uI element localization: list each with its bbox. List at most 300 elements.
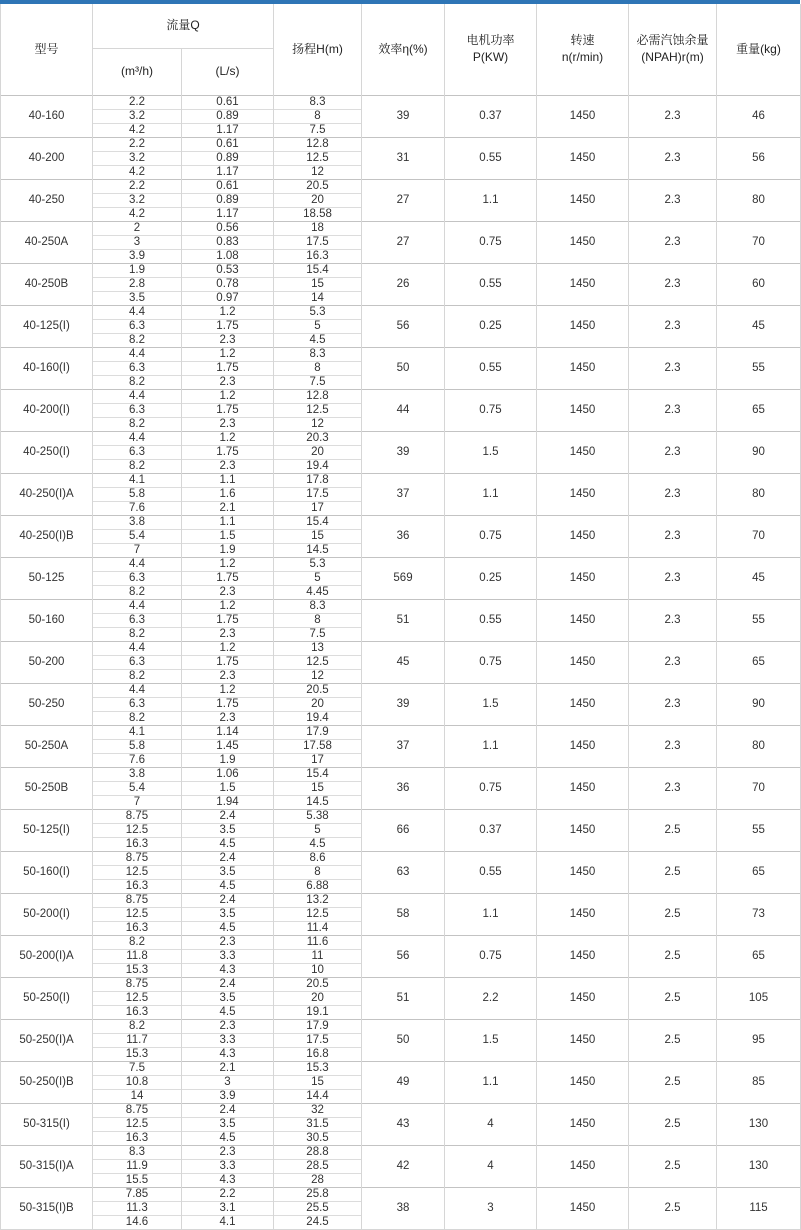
weight-cell: 46: [717, 95, 801, 137]
flow-m3h-cell: 14: [93, 1089, 182, 1103]
flow-ls-cell: 0.61: [182, 137, 274, 151]
speed-header-line1: 转速: [570, 33, 595, 48]
flow-ls-cell: 4.5: [182, 921, 274, 935]
flow-ls-cell: 1.1: [182, 515, 274, 529]
flow-ls-cell: 3.5: [182, 1117, 274, 1131]
flow-m3h-cell: 12.5: [93, 907, 182, 921]
model-group-row: [1, 389, 801, 403]
flow-m3h-cell: 6.3: [93, 403, 182, 417]
pump-spec-table: [0, 4, 801, 1230]
head-cell: 6.88: [274, 879, 362, 893]
flow-ls-cell: 0.89: [182, 109, 274, 123]
flow-m3h-cell: 5.8: [93, 487, 182, 501]
weight-cell: 90: [717, 683, 801, 725]
head-cell: 14.4: [274, 1089, 362, 1103]
col-header-flow-m3h: (m³/h): [93, 48, 182, 95]
flow-m3h-cell: 4.2: [93, 165, 182, 179]
weight-cell: 65: [717, 935, 801, 977]
efficiency-cell: 51: [362, 977, 445, 1019]
efficiency-cell: 569: [362, 557, 445, 599]
flow-ls-cell: 3.1: [182, 1201, 274, 1215]
flow-m3h-cell: 4.4: [93, 683, 182, 697]
npsh-cell: 2.3: [629, 641, 717, 683]
head-cell: 5.3: [274, 305, 362, 319]
power-header-line2: P(KW): [472, 50, 509, 65]
flow-ls-cell: 1.75: [182, 613, 274, 627]
flow-m3h-cell: 2.2: [93, 95, 182, 109]
flow-m3h-cell: 11.8: [93, 949, 182, 963]
flow-m3h-cell: 8.75: [93, 893, 182, 907]
head-cell: 17.9: [274, 1019, 362, 1033]
flow-ls-cell: 3.3: [182, 1033, 274, 1047]
model-cell: 50-160: [1, 599, 93, 641]
head-cell: 5: [274, 571, 362, 585]
efficiency-cell: 36: [362, 767, 445, 809]
model-group-row: [1, 95, 801, 109]
flow-m3h-cell: 16.3: [93, 1131, 182, 1145]
head-cell: 14.5: [274, 543, 362, 557]
speed-cell: 1450: [537, 179, 629, 221]
flow-ls-cell: 4.5: [182, 1005, 274, 1019]
head-cell: 15: [274, 277, 362, 291]
model-group-row: [1, 851, 801, 865]
model-group-row: [1, 1103, 801, 1117]
model-group-row: [1, 1061, 801, 1075]
speed-cell: 1450: [537, 389, 629, 431]
flow-ls-cell: 1.1: [182, 473, 274, 487]
flow-ls-cell: 1.2: [182, 641, 274, 655]
flow-ls-cell: 0.89: [182, 193, 274, 207]
flow-m3h-cell: 8.2: [93, 669, 182, 683]
npsh-cell: 2.3: [629, 431, 717, 473]
flow-ls-cell: 2.3: [182, 935, 274, 949]
flow-ls-cell: 3.5: [182, 865, 274, 879]
model-group-row: [1, 431, 801, 445]
flow-ls-cell: 0.97: [182, 291, 274, 305]
flow-m3h-cell: 2.2: [93, 137, 182, 151]
flow-ls-cell: 1.2: [182, 305, 274, 319]
efficiency-cell: 36: [362, 515, 445, 557]
flow-m3h-cell: 3.2: [93, 151, 182, 165]
head-cell: 18.58: [274, 207, 362, 221]
flow-m3h-cell: 8.2: [93, 711, 182, 725]
flow-m3h-cell: 2: [93, 221, 182, 235]
flow-ls-cell: 1.75: [182, 655, 274, 669]
head-cell: 17.8: [274, 473, 362, 487]
model-cell: 40-125(I): [1, 305, 93, 347]
flow-ls-cell: 1.75: [182, 319, 274, 333]
flow-m3h-cell: 16.3: [93, 921, 182, 935]
flow-ls-cell: 3: [182, 1075, 274, 1089]
flow-m3h-cell: 7.5: [93, 1061, 182, 1075]
head-cell: 19.4: [274, 711, 362, 725]
speed-cell: 1450: [537, 473, 629, 515]
power-cell: 0.37: [445, 95, 537, 137]
flow-m3h-cell: 8.2: [93, 627, 182, 641]
head-cell: 17: [274, 501, 362, 515]
head-cell: 11.6: [274, 935, 362, 949]
flow-ls-cell: 1.2: [182, 599, 274, 613]
speed-cell: 1450: [537, 1103, 629, 1145]
table-header: [1, 4, 801, 95]
flow-m3h-cell: 15.3: [93, 963, 182, 977]
head-cell: 16.3: [274, 249, 362, 263]
head-cell: 8: [274, 109, 362, 123]
flow-ls-cell: 2.3: [182, 459, 274, 473]
power-cell: 4: [445, 1145, 537, 1187]
flow-m3h-cell: 3: [93, 235, 182, 249]
col-header-flow: 流量Q: [93, 4, 274, 48]
power-cell: 0.75: [445, 221, 537, 263]
efficiency-cell: 37: [362, 473, 445, 515]
model-cell: 40-250B: [1, 263, 93, 305]
head-cell: 12.8: [274, 137, 362, 151]
flow-ls-cell: 4.5: [182, 837, 274, 851]
npsh-cell: 2.3: [629, 599, 717, 641]
col-header-weight: 重量(kg): [717, 4, 801, 95]
flow-ls-cell: 1.45: [182, 739, 274, 753]
flow-ls-cell: 2.3: [182, 711, 274, 725]
head-cell: 4.5: [274, 837, 362, 851]
flow-ls-cell: 1.2: [182, 557, 274, 571]
weight-cell: 60: [717, 263, 801, 305]
efficiency-cell: 39: [362, 431, 445, 473]
head-cell: 28.5: [274, 1159, 362, 1173]
power-cell: 0.75: [445, 515, 537, 557]
efficiency-cell: 44: [362, 389, 445, 431]
npsh-cell: 2.3: [629, 767, 717, 809]
flow-ls-cell: 1.75: [182, 361, 274, 375]
model-group-row: [1, 263, 801, 277]
model-cell: 50-250(I): [1, 977, 93, 1019]
efficiency-cell: 43: [362, 1103, 445, 1145]
model-group-row: [1, 305, 801, 319]
speed-cell: 1450: [537, 725, 629, 767]
head-cell: 16.8: [274, 1047, 362, 1061]
head-cell: 7.5: [274, 375, 362, 389]
efficiency-cell: 49: [362, 1061, 445, 1103]
power-cell: 2.2: [445, 977, 537, 1019]
col-header-model: 型号: [1, 4, 93, 95]
model-group-row: [1, 473, 801, 487]
head-cell: 17.5: [274, 487, 362, 501]
head-cell: 8.3: [274, 347, 362, 361]
flow-m3h-cell: 3.8: [93, 767, 182, 781]
flow-m3h-cell: 4.4: [93, 305, 182, 319]
npsh-cell: 2.5: [629, 935, 717, 977]
head-cell: 12.5: [274, 151, 362, 165]
model-cell: 40-250(I)A: [1, 473, 93, 515]
speed-cell: 1450: [537, 347, 629, 389]
speed-cell: 1450: [537, 221, 629, 263]
power-cell: 0.55: [445, 263, 537, 305]
flow-m3h-cell: 8.75: [93, 851, 182, 865]
model-cell: 50-315(I): [1, 1103, 93, 1145]
head-cell: 12: [274, 165, 362, 179]
model-group-row: [1, 557, 801, 571]
flow-m3h-cell: 6.3: [93, 655, 182, 669]
flow-ls-cell: 2.3: [182, 417, 274, 431]
head-cell: 14.5: [274, 795, 362, 809]
model-group-row: [1, 935, 801, 949]
model-group-row: [1, 599, 801, 613]
head-cell: 5: [274, 823, 362, 837]
efficiency-cell: 31: [362, 137, 445, 179]
model-cell: 40-200: [1, 137, 93, 179]
flow-m3h-cell: 4.4: [93, 557, 182, 571]
head-cell: 5.38: [274, 809, 362, 823]
flow-m3h-cell: 7.6: [93, 753, 182, 767]
flow-m3h-cell: 8.2: [93, 417, 182, 431]
npsh-cell: 2.3: [629, 95, 717, 137]
flow-ls-cell: 1.2: [182, 683, 274, 697]
flow-m3h-cell: 8.2: [93, 459, 182, 473]
npsh-cell: 2.3: [629, 683, 717, 725]
head-cell: 17.5: [274, 235, 362, 249]
head-cell: 12.5: [274, 907, 362, 921]
npsh-cell: 2.5: [629, 893, 717, 935]
flow-m3h-cell: 4.2: [93, 207, 182, 221]
head-cell: 18: [274, 221, 362, 235]
flow-ls-cell: 2.1: [182, 501, 274, 515]
npsh-cell: 2.3: [629, 557, 717, 599]
power-cell: 0.25: [445, 305, 537, 347]
weight-cell: 130: [717, 1145, 801, 1187]
flow-m3h-cell: 15.3: [93, 1047, 182, 1061]
flow-m3h-cell: 12.5: [93, 823, 182, 837]
speed-cell: 1450: [537, 599, 629, 641]
speed-cell: 1450: [537, 893, 629, 935]
flow-ls-cell: 0.56: [182, 221, 274, 235]
weight-cell: 55: [717, 809, 801, 851]
model-cell: 40-200(I): [1, 389, 93, 431]
head-cell: 19.1: [274, 1005, 362, 1019]
speed-cell: 1450: [537, 767, 629, 809]
head-cell: 17: [274, 753, 362, 767]
weight-cell: 105: [717, 977, 801, 1019]
flow-m3h-cell: 5.4: [93, 529, 182, 543]
flow-m3h-cell: 4.4: [93, 599, 182, 613]
model-cell: 40-160(I): [1, 347, 93, 389]
flow-m3h-cell: 14.6: [93, 1215, 182, 1229]
power-cell: 0.75: [445, 389, 537, 431]
model-cell: 50-160(I): [1, 851, 93, 893]
head-cell: 12: [274, 669, 362, 683]
head-cell: 20.5: [274, 683, 362, 697]
npsh-cell: 2.5: [629, 977, 717, 1019]
npsh-cell: 2.5: [629, 1103, 717, 1145]
flow-ls-cell: 1.75: [182, 697, 274, 711]
header-row-1: [1, 4, 801, 48]
npsh-cell: 2.3: [629, 725, 717, 767]
npsh-cell: 2.5: [629, 1061, 717, 1103]
power-cell: 0.55: [445, 851, 537, 893]
power-cell: 1.1: [445, 1061, 537, 1103]
efficiency-cell: 50: [362, 1019, 445, 1061]
efficiency-cell: 51: [362, 599, 445, 641]
npsh-cell: 2.3: [629, 137, 717, 179]
model-group-row: [1, 641, 801, 655]
efficiency-cell: 26: [362, 263, 445, 305]
model-cell: 40-250(I): [1, 431, 93, 473]
flow-ls-cell: 1.2: [182, 431, 274, 445]
flow-ls-cell: 4.1: [182, 1215, 274, 1229]
model-group-row: [1, 767, 801, 781]
npsh-cell: 2.3: [629, 179, 717, 221]
flow-m3h-cell: 3.2: [93, 193, 182, 207]
head-cell: 5: [274, 319, 362, 333]
flow-m3h-cell: 15.5: [93, 1173, 182, 1187]
efficiency-cell: 56: [362, 935, 445, 977]
model-cell: 50-250B: [1, 767, 93, 809]
flow-m3h-cell: 4.2: [93, 123, 182, 137]
head-cell: 8: [274, 361, 362, 375]
head-cell: 15.4: [274, 767, 362, 781]
flow-m3h-cell: 16.3: [93, 879, 182, 893]
flow-ls-cell: 3.9: [182, 1089, 274, 1103]
head-cell: 14: [274, 291, 362, 305]
power-cell: 4: [445, 1103, 537, 1145]
npsh-cell: 2.5: [629, 851, 717, 893]
flow-ls-cell: 1.17: [182, 165, 274, 179]
flow-m3h-cell: 2.2: [93, 179, 182, 193]
power-cell: 0.75: [445, 641, 537, 683]
weight-cell: 65: [717, 641, 801, 683]
model-group-row: [1, 137, 801, 151]
flow-m3h-cell: 7.85: [93, 1187, 182, 1201]
model-cell: 50-315(I)A: [1, 1145, 93, 1187]
head-cell: 25.8: [274, 1187, 362, 1201]
weight-cell: 70: [717, 221, 801, 263]
power-cell: 1.1: [445, 725, 537, 767]
flow-ls-cell: 2.3: [182, 375, 274, 389]
weight-cell: 130: [717, 1103, 801, 1145]
flow-m3h-cell: 8.2: [93, 375, 182, 389]
speed-cell: 1450: [537, 557, 629, 599]
table-body: [1, 95, 801, 1229]
model-group-row: [1, 893, 801, 907]
flow-m3h-cell: 4.4: [93, 347, 182, 361]
flow-ls-cell: 4.5: [182, 1131, 274, 1145]
head-cell: 32: [274, 1103, 362, 1117]
model-cell: 50-315(I)B: [1, 1187, 93, 1229]
flow-ls-cell: 2.3: [182, 669, 274, 683]
npsh-cell: 2.3: [629, 473, 717, 515]
flow-ls-cell: 1.9: [182, 543, 274, 557]
power-cell: 0.37: [445, 809, 537, 851]
head-cell: 20.5: [274, 179, 362, 193]
flow-m3h-cell: 6.3: [93, 361, 182, 375]
speed-cell: 1450: [537, 977, 629, 1019]
head-cell: 20.5: [274, 977, 362, 991]
efficiency-cell: 38: [362, 1187, 445, 1229]
speed-header-line2: n(r/min): [561, 50, 604, 65]
flow-ls-cell: 1.75: [182, 445, 274, 459]
flow-ls-cell: 1.14: [182, 725, 274, 739]
flow-m3h-cell: 6.3: [93, 697, 182, 711]
npsh-cell: 2.5: [629, 1187, 717, 1229]
flow-ls-cell: 0.53: [182, 263, 274, 277]
speed-cell: 1450: [537, 935, 629, 977]
flow-m3h-cell: 5.4: [93, 781, 182, 795]
flow-ls-cell: 2.3: [182, 1145, 274, 1159]
head-cell: 8.3: [274, 95, 362, 109]
efficiency-cell: 63: [362, 851, 445, 893]
npsh-cell: 2.3: [629, 347, 717, 389]
flow-ls-cell: 4.3: [182, 963, 274, 977]
power-cell: 1.5: [445, 683, 537, 725]
npsh-cell: 2.5: [629, 1145, 717, 1187]
flow-m3h-cell: 6.3: [93, 571, 182, 585]
flow-m3h-cell: 8.2: [93, 333, 182, 347]
speed-cell: 1450: [537, 1145, 629, 1187]
flow-ls-cell: 2.4: [182, 893, 274, 907]
head-cell: 15: [274, 781, 362, 795]
npsh-cell: 2.5: [629, 1019, 717, 1061]
head-cell: 15: [274, 1075, 362, 1089]
head-cell: 10: [274, 963, 362, 977]
npsh-cell: 2.3: [629, 221, 717, 263]
model-cell: 50-200(I)A: [1, 935, 93, 977]
flow-ls-cell: 2.4: [182, 1103, 274, 1117]
flow-ls-cell: 0.61: [182, 179, 274, 193]
flow-ls-cell: 1.5: [182, 781, 274, 795]
col-header-power: [445, 4, 537, 95]
flow-ls-cell: 4.3: [182, 1173, 274, 1187]
weight-cell: 73: [717, 893, 801, 935]
power-cell: 1.1: [445, 893, 537, 935]
efficiency-cell: 39: [362, 683, 445, 725]
head-cell: 24.5: [274, 1215, 362, 1229]
flow-ls-cell: 1.6: [182, 487, 274, 501]
head-cell: 19.4: [274, 459, 362, 473]
model-cell: 40-160: [1, 95, 93, 137]
model-group-row: [1, 683, 801, 697]
flow-m3h-cell: 7.6: [93, 501, 182, 515]
flow-ls-cell: 1.17: [182, 123, 274, 137]
flow-ls-cell: 2.1: [182, 1061, 274, 1075]
head-cell: 20: [274, 193, 362, 207]
flow-ls-cell: 2.4: [182, 977, 274, 991]
npsh-cell: 2.5: [629, 809, 717, 851]
flow-m3h-cell: 3.2: [93, 109, 182, 123]
head-cell: 8.6: [274, 851, 362, 865]
power-cell: 0.55: [445, 137, 537, 179]
speed-cell: 1450: [537, 1061, 629, 1103]
head-cell: 12.5: [274, 655, 362, 669]
head-cell: 7.5: [274, 123, 362, 137]
flow-m3h-cell: 11.9: [93, 1159, 182, 1173]
power-cell: 0.75: [445, 767, 537, 809]
model-cell: 40-250: [1, 179, 93, 221]
head-cell: 8: [274, 613, 362, 627]
power-header-line1: 电机功率: [466, 33, 515, 48]
flow-ls-cell: 1.06: [182, 767, 274, 781]
head-cell: 15.3: [274, 1061, 362, 1075]
weight-cell: 65: [717, 389, 801, 431]
weight-cell: 80: [717, 725, 801, 767]
flow-m3h-cell: 8.75: [93, 1103, 182, 1117]
flow-m3h-cell: 4.4: [93, 389, 182, 403]
head-cell: 17.5: [274, 1033, 362, 1047]
col-header-flow-ls: (L/s): [182, 48, 274, 95]
head-cell: 28.8: [274, 1145, 362, 1159]
head-cell: 30.5: [274, 1131, 362, 1145]
head-cell: 31.5: [274, 1117, 362, 1131]
npsh-cell: 2.3: [629, 389, 717, 431]
head-cell: 11: [274, 949, 362, 963]
model-group-row: [1, 1145, 801, 1159]
